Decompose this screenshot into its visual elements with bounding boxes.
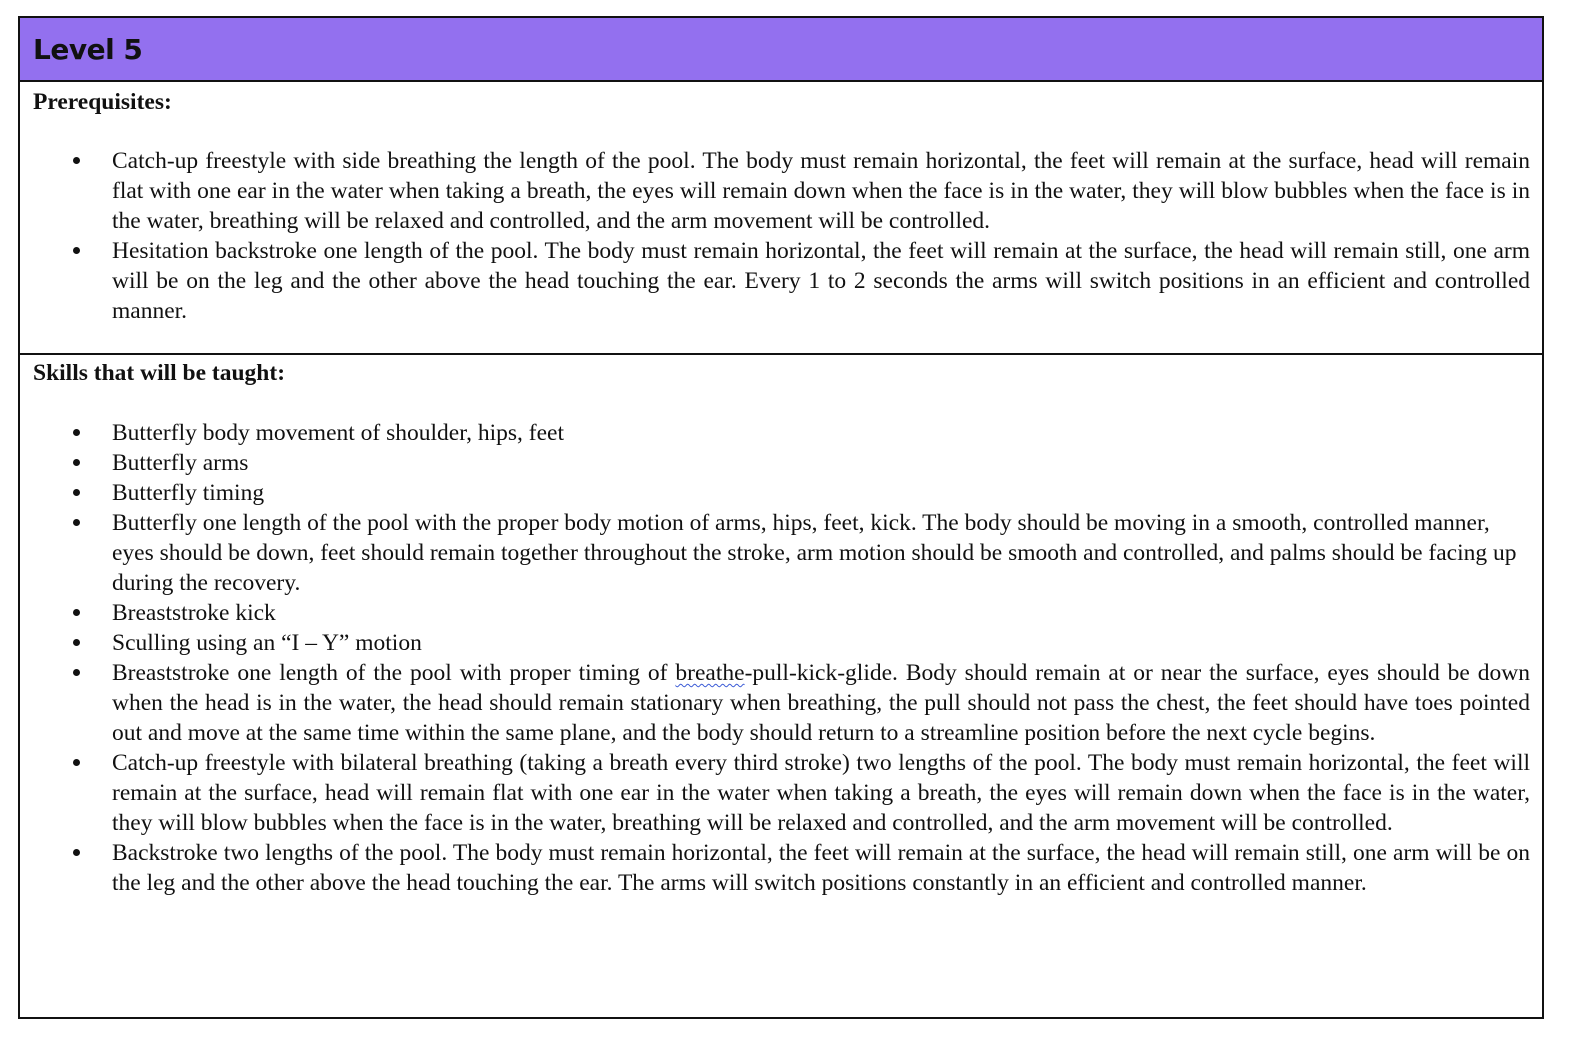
list-item bbox=[33, 448, 1530, 478]
prerequisites-heading: Prerequisites: bbox=[33, 89, 172, 115]
list-item bbox=[33, 748, 1530, 838]
list-item bbox=[33, 236, 1530, 326]
list-item-text: Butterfly one length of the pool with the proper body motion of arms, hips, feet, kick. The body should be moving in a smooth, controlled manner, eyes should be down, feet should remain together throughout the stroke, arm motion should be smooth and controlled, and palms should be facing up during the recovery. bbox=[112, 510, 1517, 596]
skills-list bbox=[33, 418, 1530, 898]
bullet-icon bbox=[73, 489, 80, 496]
list-item-text: Sculling using an “I – Y” motion bbox=[112, 630, 422, 656]
list-item-text: Butterfly arms bbox=[112, 450, 249, 476]
skills-heading: Skills that will be taught: bbox=[33, 360, 286, 386]
level-table bbox=[18, 16, 1544, 1019]
list-item bbox=[33, 658, 1530, 748]
skills-section bbox=[20, 355, 1542, 898]
bullet-icon bbox=[73, 669, 80, 676]
bullet-icon bbox=[73, 609, 80, 616]
list-item bbox=[33, 508, 1530, 598]
prerequisites-list bbox=[33, 146, 1530, 326]
bullet-icon bbox=[73, 247, 80, 254]
list-item bbox=[33, 478, 1530, 508]
bullet-icon bbox=[73, 429, 80, 436]
list-item bbox=[33, 146, 1530, 236]
bullet-icon bbox=[73, 157, 80, 164]
list-item-text: Catch-up freestyle with side breathing the length of the pool. The body must remain horizontal, the feet will remain at the surface, head will remain flat with one ear in the water when taking a breath, the eyes will remain down when the face is in the water, they will blow bubbles when the face is in the water, breathing will be relaxed and controlled, and the arm movement will be controlled. bbox=[112, 148, 1530, 234]
list-item-text: Backstroke two lengths of the pool. The body must remain horizontal, the feet will remain at the surface, the head will remain still, one arm will be on the leg and the other above the head touching the ear. The arms will switch positions constantly in an efficient and controlled manner. bbox=[112, 840, 1530, 896]
list-item bbox=[33, 628, 1530, 658]
level-header bbox=[20, 18, 1542, 82]
list-item-text: Butterfly body movement of shoulder, hips, feet bbox=[112, 420, 564, 446]
list-item-text: Hesitation backstroke one length of the pool. The body must remain horizontal, the feet will remain at the surface, the head will remain still, one arm will be on the leg and the other above the head touching the ear. Every 1 to 2 seconds the arms will switch positions in an efficient and controlled manner. bbox=[112, 238, 1530, 324]
spellcheck-underline: breathe bbox=[675, 660, 745, 686]
bullet-icon bbox=[73, 639, 80, 646]
bullet-icon bbox=[73, 519, 80, 526]
list-item-text: Butterfly timing bbox=[112, 480, 265, 506]
prerequisites-section bbox=[20, 82, 1542, 355]
list-item bbox=[33, 418, 1530, 448]
list-item-text: Breaststroke kick bbox=[112, 600, 276, 626]
list-item-text: Catch-up freestyle with bilateral breathing (taking a breath every third stroke) two lengths of the pool. The body must remain horizontal, the feet will remain at the surface, head will remain flat with one ear in the water when taking a breath, the eyes will remain down when the face is in the water, they will blow bubbles when the face is in the water, breathing will be relaxed and controlled, and the arm movement will be controlled. bbox=[112, 750, 1530, 836]
bullet-icon bbox=[73, 459, 80, 466]
list-item-text: Breaststroke one length of the pool with proper timing of breathe-pull-kick-glide. Body should remain at or near the surface, eyes should be down when the head is in the water, the head should remain stationary when breathing, the pull should not pass the chest, the feet should have toes pointed out and move at the same time within the same plane, and the body should return to a streamline position before the next cycle begins. bbox=[112, 660, 1530, 746]
bullet-icon bbox=[73, 759, 80, 766]
list-item bbox=[33, 598, 1530, 628]
level-title: Level 5 bbox=[33, 32, 143, 66]
list-item bbox=[33, 838, 1530, 898]
bullet-icon bbox=[73, 849, 80, 856]
